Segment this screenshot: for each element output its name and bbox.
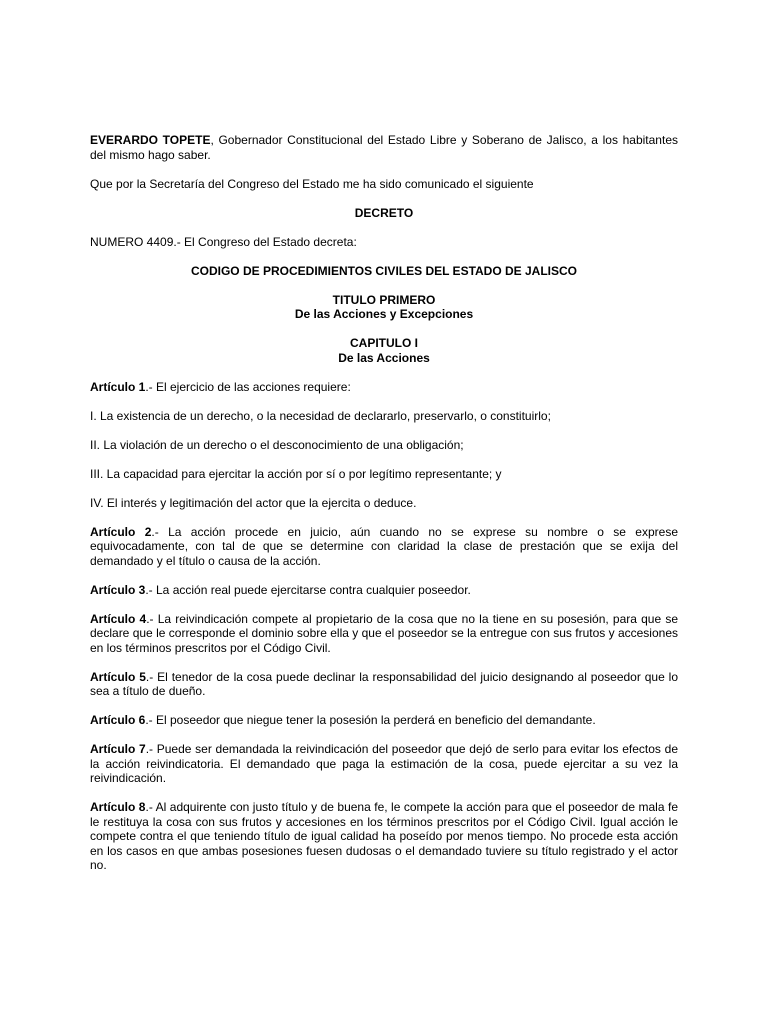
article-2 bbox=[90, 525, 678, 569]
article-label: Artículo 6 bbox=[90, 713, 146, 727]
capitulo-line1: CAPITULO I bbox=[350, 336, 418, 350]
article-8 bbox=[90, 800, 678, 873]
intro-text: , Gobernador Constitucional del Estado Libre y Soberano de Jalisco, a los habitantes del mismo hago saber. bbox=[90, 133, 678, 162]
article-text: .- Al adquirente con justo título y de buena fe, le compete la acción para que el poseedor de mala fe le restituya la cosa con sus frutos y accesiones en los términos prescritos por el Código Civil. Igual acción le compete contra el que teniendo título de igual calidad ha poseído por menos tiempo. No procede esta acción en los casos en que ambas posesiones fuesen dudosas o el demandado tuviere su título registrado y el actor no. bbox=[90, 800, 678, 872]
article-text: .- La acción procede en juicio, aún cuando no se exprese su nombre o se exprese equivocadamente, con tal de que se determine con claridad la clase de prestación que se exija del demandado y el título o causa de la acción. bbox=[90, 524, 678, 568]
article-label: Artículo 7 bbox=[90, 742, 146, 756]
titulo-heading bbox=[90, 293, 678, 322]
communication-paragraph: Que por la Secretaría del Congreso del Estado me ha sido comunicado el siguiente bbox=[90, 176, 534, 191]
article-1 bbox=[90, 380, 678, 395]
article-text: .- El poseedor que niegue tener la posesión la perderá en beneficio del demandante. bbox=[145, 713, 596, 727]
article-7 bbox=[90, 742, 678, 786]
capitulo-line2: De las Acciones bbox=[338, 350, 430, 365]
article-4 bbox=[90, 612, 678, 656]
article-1-item: II. La violación de un derecho o el desconocimiento de una obligación; bbox=[90, 437, 464, 452]
article-label: Artículo 8 bbox=[90, 800, 146, 814]
titulo-line2: De las Acciones y Excepciones bbox=[294, 307, 474, 321]
titulo-line1: TITULO PRIMERO bbox=[332, 292, 436, 307]
article-1-item: I. La existencia de un derecho, o la necesidad de declararlo, preservarlo, o constituirlo; bbox=[90, 408, 551, 423]
article-label: Artículo 4 bbox=[90, 611, 147, 626]
article-1-item: III. La capacidad para ejercitar la acción por sí o por legítimo representante; y bbox=[90, 466, 502, 481]
article-5 bbox=[90, 670, 678, 699]
article-label: Artículo 1 bbox=[90, 379, 146, 394]
article-6 bbox=[90, 713, 678, 728]
article-text: .- El tenedor de la cosa puede declinar la responsabilidad del juicio designando al poseedor que lo sea a título de dueño. bbox=[90, 669, 679, 698]
article-3 bbox=[90, 583, 678, 598]
code-title: CODIGO DE PROCEDIMIENTOS CIVILES DEL ESTADO DE JALISCO bbox=[190, 263, 578, 278]
article-text: .- La acción real puede ejercitarse contra cualquier poseedor. bbox=[145, 582, 471, 597]
decree-heading: DECRETO bbox=[354, 205, 414, 220]
article-1-item: IV. El interés y legitimación del actor que la ejercita o deduce. bbox=[90, 495, 417, 510]
article-label: Artículo 3 bbox=[90, 582, 146, 597]
intro-paragraph bbox=[90, 133, 678, 162]
article-text: .- El ejercicio de las acciones requiere: bbox=[145, 379, 351, 394]
document-page bbox=[90, 133, 678, 887]
decree-number: NUMERO 4409.- El Congreso del Estado decreta: bbox=[90, 234, 357, 249]
capitulo-heading bbox=[90, 336, 678, 365]
article-label: Artículo 5 bbox=[90, 669, 146, 684]
article-label: Artículo 2 bbox=[90, 524, 152, 539]
article-text: .- Puede ser demandada la reivindicación del poseedor que dejó de serlo para evitar los efectos de la acción reivindicatoria. El demandado que paga la estimación de la cosa, puede ejercitar a su vez la reivindicación. bbox=[90, 742, 678, 785]
governor-name: EVERARDO TOPETE bbox=[90, 133, 211, 147]
article-text: .- La reivindicación compete al propietario de la cosa que no la tiene en su posesión, para que se declare que le corresponde el dominio sobre ella y que el poseedor se la entregue con sus frutos y accesiones en los términos prescritos por el Código Civil. bbox=[90, 611, 678, 655]
